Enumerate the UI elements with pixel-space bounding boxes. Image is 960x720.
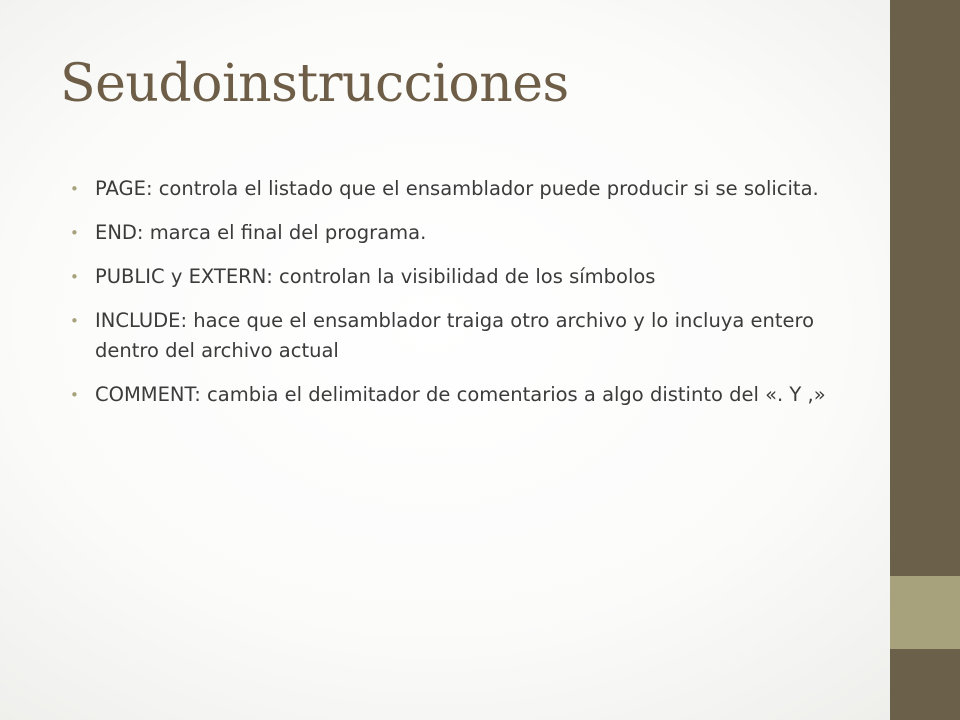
bullet-item [70, 262, 830, 292]
bullet-item [70, 218, 830, 248]
bullet-marker-icon: • [70, 312, 79, 330]
bullet-marker-icon: • [70, 268, 79, 286]
bullet-item [70, 306, 830, 366]
bullet-text: PUBLIC y EXTERN: controlan la visibilidad de los símbolos [95, 265, 656, 288]
bullet-text: PAGE: controla el listado que el ensamblador puede producir si se solicita. [95, 177, 819, 200]
bullet-marker-icon: • [70, 386, 79, 404]
bullet-text: COMMENT: cambia el delimitador de comentarios a algo distinto del «. Y ,» [95, 383, 826, 406]
side-accent-block [890, 576, 960, 649]
bullet-text: END: marca el final del programa. [95, 221, 427, 244]
bullet-marker-icon: • [70, 224, 79, 242]
bullet-item [70, 380, 830, 410]
bullet-item [70, 174, 830, 204]
slide-title: Seudoinstrucciones [60, 54, 569, 114]
bullet-list [70, 174, 830, 424]
bullet-text: INCLUDE: hace que el ensamblador traiga otro archivo y lo incluya entero dentro del archivo actual [95, 309, 815, 362]
bullet-marker-icon: • [70, 180, 79, 198]
